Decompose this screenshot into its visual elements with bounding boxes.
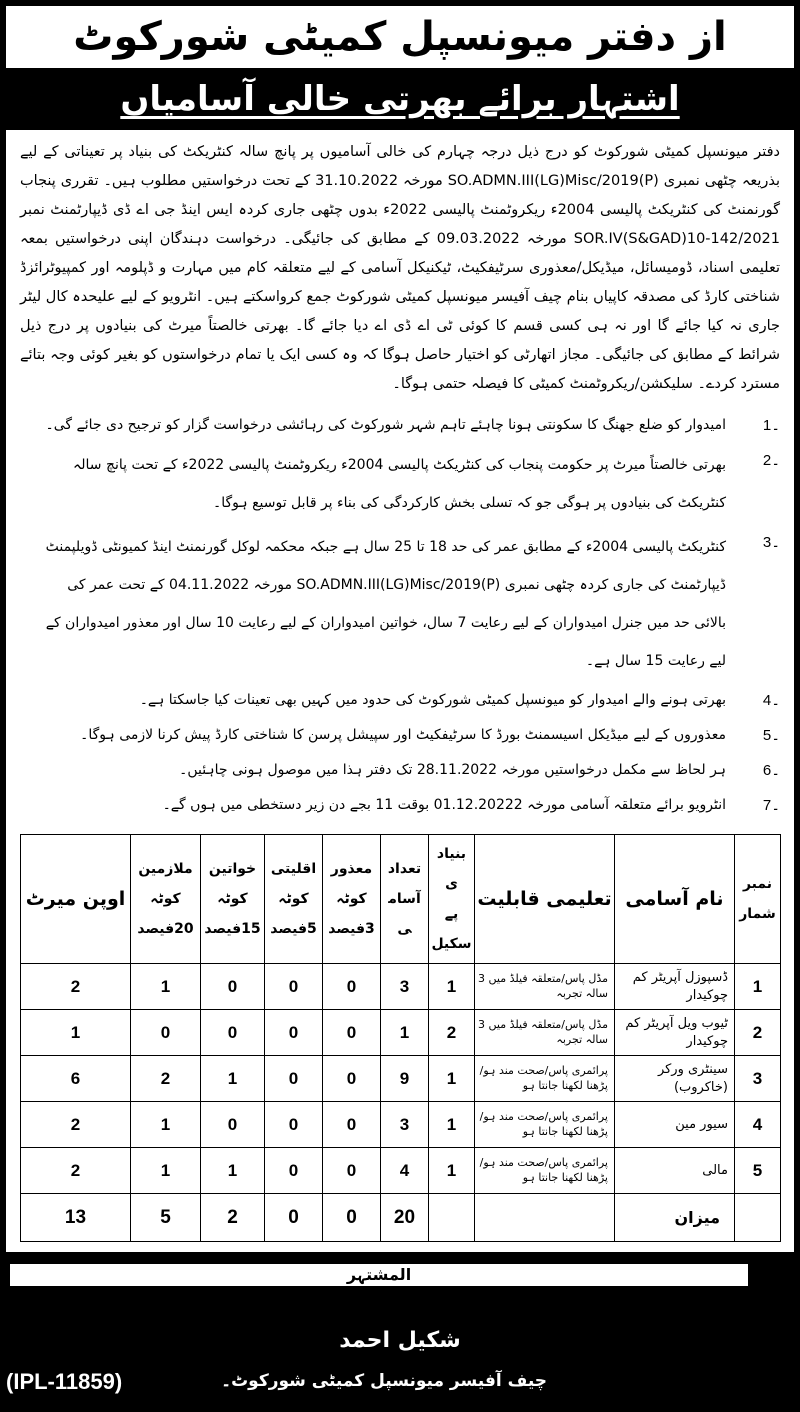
cell-bps: [429, 1194, 475, 1242]
cell-post-name: سیور مین: [615, 1102, 735, 1148]
cell-employees-quota: 1: [131, 1102, 201, 1148]
cell-women-quota: 0: [201, 964, 265, 1010]
header-serial: نمبر شمار: [735, 835, 781, 964]
vacancies-table: [20, 834, 781, 1242]
total-count: 20: [381, 1194, 429, 1242]
header-employees-quota: [131, 835, 201, 964]
header-qualification: تعلیمی قابلیت: [475, 835, 615, 964]
cell-employees-quota: 1: [131, 1148, 201, 1194]
condition-text: معذوروں کے لیے میڈیکل اسیسمنٹ بورڈ کا سرٹیفکیٹ اور سپیشل پرسن کا شناختی کارڈ پیش کرنا لازمی ہوگا۔: [80, 727, 726, 743]
condition-text: بھرتی خالصتاً میرٹ پر حکومت پنجاب کی کنٹریکٹ پالیسی 2004ء ریکروٹمنٹ پالیسی 2022ء کے تحت پانچ سالہ کنٹریکٹ کی بنیادوں پر ہوگی جو کہ تسلی بخش کارکردگی کی بناء پر قابل توسیع ہوگا۔: [73, 457, 726, 511]
cell-minority-quota: 0: [265, 1010, 323, 1056]
table-row: [21, 1010, 781, 1056]
header-minority-quota: [265, 835, 323, 964]
cell-employees-quota: 2: [131, 1056, 201, 1102]
header-women-line2: 15فیصد: [204, 921, 261, 937]
table-row: [21, 1056, 781, 1102]
ad-title-band: [4, 70, 796, 128]
cell-disabled-quota: 0: [323, 964, 381, 1010]
cell-count: 1: [381, 1010, 429, 1056]
cell-qualification: پرائمری پاس/صحت مند ہو/پڑھنا لکھنا جانتا ہو: [475, 1102, 615, 1148]
header-bps-line2: پے سکیل: [431, 906, 472, 952]
header-count-line2: آسامی: [388, 891, 421, 937]
office-title: از دفتر میونسپل کمیٹی شورکوٹ: [73, 14, 727, 60]
header-women-line1: خواتین کوٹہ: [208, 861, 257, 907]
condition-text: بھرتی ہونے والے امیدوار کو میونسپل کمیٹی شورکوٹ کی حدود میں کہیں بھی تعینات کیا جاسکتا ہے۔: [139, 692, 726, 708]
advertisement-body: [4, 128, 796, 1254]
cell-employees-quota: 0: [131, 1010, 201, 1056]
condition-text: کنٹریکٹ پالیسی 2004ء کے مطابق عمر کی حد 18 تا 25 سال ہے جبکہ محکمہ لوکل گورنمنٹ اینڈ کمیونٹی ڈویلپمنٹ ڈیپارٹمنٹ کی جاری کردہ چٹھی نمبری SO.ADMN.III(LG)Misc/2019(P) مورخہ 04.11.2022 کے تحت عمر کی بالائی حد میں جنرل امیدواران کے لیے رعایت 7 سال، خواتین امیدواران کے لیے رعایت 10 سال اور معذور امیدواران کے لیے رعایت 15 سال ہے۔: [45, 539, 726, 669]
condition-number: 7۔: [762, 797, 780, 814]
cell-disabled-quota: 0: [323, 1148, 381, 1194]
cell-minority-quota: 0: [265, 964, 323, 1010]
header-count-line1: تعداد: [387, 861, 422, 877]
condition-number: 1۔: [762, 417, 780, 434]
condition-item: [20, 791, 780, 820]
header-post-name: نام آسامی: [615, 835, 735, 964]
cell-serial: 4: [735, 1102, 781, 1148]
cell-bps: 1: [429, 1056, 475, 1102]
condition-number: 4۔: [762, 692, 780, 709]
cell-bps: 1: [429, 964, 475, 1010]
header-minority-line1: اقلیتی کوٹہ: [270, 861, 317, 907]
cell-employees-quota: 1: [131, 964, 201, 1010]
cell-count: 9: [381, 1056, 429, 1102]
cell-qualification: پرائمری پاس/صحت مند ہو/پڑھنا لکھنا جانتا ہو: [475, 1056, 615, 1102]
table-body: [21, 964, 781, 1242]
cell-count: 3: [381, 964, 429, 1010]
advertiser-band: [10, 1264, 748, 1286]
table-total-row: [21, 1194, 781, 1242]
condition-item: [20, 721, 780, 750]
cell-open-merit: 2: [21, 1148, 131, 1194]
header-disabled-line2: 3فیصد: [328, 921, 375, 937]
total-women-quota: 2: [201, 1194, 265, 1242]
signatory-title: چیف آفیسر میونسپل کمیٹی شورکوٹ۔: [221, 1371, 548, 1392]
condition-item: [20, 528, 780, 680]
condition-text: انٹرویو برائے متعلقہ آسامی مورخہ 01.12.20222 بوقت 11 بجے دن زیر دستخطی میں ہوں گے۔: [162, 797, 726, 813]
cell-bps: 1: [429, 1102, 475, 1148]
cell-minority-quota: 0: [265, 1056, 323, 1102]
header-bps: [429, 835, 475, 964]
office-title-box: [4, 4, 796, 70]
cell-bps: 1: [429, 1148, 475, 1194]
condition-item: [20, 446, 780, 522]
condition-item: [20, 411, 780, 440]
table-row: [21, 1148, 781, 1194]
cell-open-merit: 1: [21, 1010, 131, 1056]
cell-disabled-quota: 0: [323, 1010, 381, 1056]
intro-paragraph: دفتر میونسپل کمیٹی شورکوٹ کو درج ذیل درجہ چہارم کی خالی آسامیوں پر پانچ سالہ کنٹریکٹ کی بنیاد پر تعیناتی کے لیے بذریعہ چٹھی نمبری SO.ADMN.III(LG)Misc/2019(P) مورخہ 31.10.2022 کے تحت درخواستیں مطلوب ہیں۔ تقرری پنجاب گورنمنٹ کی کنٹریکٹ پالیسی 2004ء ریکروٹمنٹ پالیسی 2022ء بدوں چٹھی جاری کردہ ایس اینڈ جی اے ڈی ڈیپارٹمنٹ نمبر SOR.IV(S&GAD)10-142/2021 مورخہ 09.03.2022 کے مطابق کی جائیگی۔ درخواست دہندگان اپنی درخواستیں بمعہ تعلیمی اسناد، ڈومیسائل، میڈیکل/معذوری سرٹیفکیٹ، ٹیکنیکل آسامی کے لیے متعلقہ کام میں مہارت و ڈپلومہ اور کمپیوٹرائزڈ شناختی کارڈ کی مصدقہ کاپیاں بنام چیف آفیسر میونسپل کمیٹی شورکوٹ جمع کرواسکتے ہیں۔ انٹرویو کے لیے علیحدہ کال لیٹر جاری نہ کیا جائے گا اور نہ ہی کسی قسم کا کوئی ٹی اے ڈی اے دیا جائے گا۔ بھرتی خالصتاً میرٹ کی بنیادوں پر درج ذیل شرائط کے مطابق کی جائیگی۔ مجاز اتھارٹی کو اختیار حاصل ہوگا کہ وہ کسی ایک یا تمام درخواستوں کو بغیر کوئی وجہ بتائے مسترد کردے۔ سلیکشن/ریکروٹمنٹ کمیٹی کا فیصلہ حتمی ہوگا۔: [20, 144, 781, 392]
cell-women-quota: 1: [201, 1056, 265, 1102]
cell-open-merit: 6: [21, 1056, 131, 1102]
cell-post-name: ڈسپوزل آپریٹر کم چوکیدار: [615, 964, 735, 1010]
cell-post-name: سینٹری ورکر (خاکروب): [615, 1056, 735, 1102]
cell-minority-quota: 0: [265, 1148, 323, 1194]
cell-qualification: پرائمری پاس/صحت مند ہو/پڑھنا لکھنا جانتا ہو: [475, 1148, 615, 1194]
conditions-list: [20, 411, 780, 820]
cell-serial: 3: [735, 1056, 781, 1102]
cell-serial: 5: [735, 1148, 781, 1194]
condition-text: امیدوار کو ضلع جھنگ کا سکونتی ہونا چاہئے تاہم شہر شورکوٹ کی رہائشی درخواست گزار کو ترجیح دی جائے گی۔: [45, 417, 726, 433]
cell-count: 4: [381, 1148, 429, 1194]
total-disabled-quota: 0: [323, 1194, 381, 1242]
header-disabled-quota: [323, 835, 381, 964]
total-employees-quota: 5: [131, 1194, 201, 1242]
condition-text: ہر لحاظ سے مکمل درخواستیں مورخہ 28.11.2022 تک دفتر ہذا میں موصول ہونی چاہئیں۔: [179, 762, 726, 778]
header-employees-line2: 20فیصد: [137, 921, 194, 937]
cell-qualification: مڈل پاس/متعلقہ فیلڈ میں 3 سالہ تجربہ: [475, 1010, 615, 1056]
condition-item: [20, 686, 780, 715]
cell-qualification: مڈل پاس/متعلقہ فیلڈ میں 3 سالہ تجربہ: [475, 964, 615, 1010]
total-open-merit: 13: [21, 1194, 131, 1242]
signatory-name: شکیل احمد: [339, 1328, 461, 1354]
header-open-merit: اوپن میرٹ: [21, 835, 131, 964]
cell-minority-quota: 0: [265, 1102, 323, 1148]
ipl-code: (IPL-11859): [6, 1369, 123, 1395]
cell-qualification: [475, 1194, 615, 1242]
ad-title: اشتہار برائے بھرتی خالی آسامیاں: [120, 78, 680, 119]
cell-open-merit: 2: [21, 1102, 131, 1148]
cell-women-quota: 1: [201, 1148, 265, 1194]
cell-open-merit: 2: [21, 964, 131, 1010]
cell-bps: 2: [429, 1010, 475, 1056]
cell-post-name: مالی: [615, 1148, 735, 1194]
cell-serial: 1: [735, 964, 781, 1010]
cell-disabled-quota: 0: [323, 1102, 381, 1148]
footer: [4, 1254, 796, 1404]
cell-serial: 2: [735, 1010, 781, 1056]
condition-number: 3۔: [762, 534, 780, 551]
condition-number: 6۔: [762, 762, 780, 779]
cell-disabled-quota: 0: [323, 1056, 381, 1102]
header-disabled-line1: معذور کوٹہ: [330, 861, 373, 907]
total-minority-quota: 0: [265, 1194, 323, 1242]
cell-post-name: ٹیوب ویل آپریٹر کم چوکیدار: [615, 1010, 735, 1056]
total-label: میزان: [615, 1194, 735, 1242]
cell-women-quota: 0: [201, 1010, 265, 1056]
condition-number: 2۔: [762, 452, 780, 469]
header-count: [381, 835, 429, 964]
cell-serial: [735, 1194, 781, 1242]
condition-item: [20, 756, 780, 785]
advertiser-label: المشتہر: [346, 1265, 412, 1284]
header-minority-line2: 5فیصد: [270, 921, 317, 937]
header-bps-line1: بنیادی: [436, 846, 467, 892]
footer-bottom-row: [4, 1369, 796, 1395]
header-employees-line1: ملازمین کوٹہ: [138, 861, 193, 907]
table-row: [21, 964, 781, 1010]
cell-women-quota: 0: [201, 1102, 265, 1148]
table-header-row: [21, 835, 781, 964]
condition-number: 5۔: [762, 727, 780, 744]
header-women-quota: [201, 835, 265, 964]
cell-count: 3: [381, 1102, 429, 1148]
table-row: [21, 1102, 781, 1148]
